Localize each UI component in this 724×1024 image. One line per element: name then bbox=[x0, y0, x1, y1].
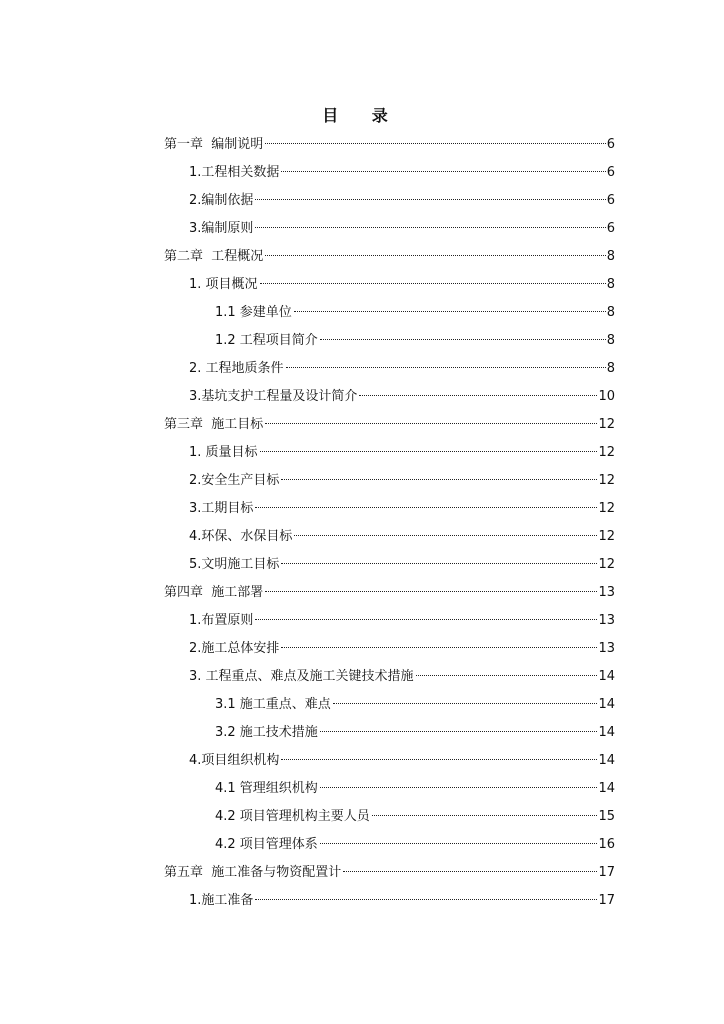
toc-entry-page-number: 12 bbox=[598, 417, 615, 432]
toc-entry[interactable] bbox=[215, 302, 615, 324]
toc-entry[interactable] bbox=[189, 274, 615, 296]
dot-leader bbox=[255, 899, 597, 900]
toc-entry[interactable] bbox=[189, 358, 615, 380]
toc-entry[interactable] bbox=[189, 890, 615, 912]
toc-entry-label: 3. 工程重点、难点及施工关键技术措施 bbox=[189, 669, 414, 684]
toc-entry-page-number: 16 bbox=[598, 837, 615, 852]
toc-entry-label: 4.1 管理组织机构 bbox=[215, 781, 318, 796]
toc-entry-page-number: 6 bbox=[606, 221, 615, 236]
dot-leader bbox=[281, 647, 597, 648]
toc-entry[interactable] bbox=[189, 526, 615, 548]
toc-entry[interactable] bbox=[189, 442, 615, 464]
dot-leader bbox=[294, 535, 597, 536]
dot-leader bbox=[265, 591, 597, 592]
toc-entry-label: 2.编制依据 bbox=[189, 193, 254, 208]
dot-leader bbox=[281, 563, 597, 564]
dot-leader bbox=[255, 227, 605, 228]
toc-entry-label: 1.施工准备 bbox=[189, 893, 254, 908]
toc-entry-label: 1.工程相关数据 bbox=[189, 165, 280, 180]
toc-entry[interactable] bbox=[215, 834, 615, 856]
dot-leader bbox=[343, 871, 597, 872]
toc-entry-label: 3.2 施工技术措施 bbox=[215, 725, 318, 740]
toc-entry[interactable] bbox=[189, 470, 615, 492]
toc-entry[interactable] bbox=[189, 750, 615, 772]
toc-entry-page-number: 14 bbox=[598, 753, 615, 768]
toc-entry-label: 4.环保、水保目标 bbox=[189, 529, 293, 544]
toc-entry[interactable] bbox=[215, 330, 615, 352]
toc-entry-page-number: 14 bbox=[598, 781, 615, 796]
toc-entry-label: 4.2 项目管理机构主要人员 bbox=[215, 809, 370, 824]
toc-entry-page-number: 17 bbox=[598, 865, 615, 880]
dot-leader bbox=[281, 171, 605, 172]
toc-entry[interactable] bbox=[164, 414, 615, 436]
dot-leader bbox=[359, 395, 597, 396]
toc-entry[interactable] bbox=[164, 862, 615, 884]
toc-entry[interactable] bbox=[189, 162, 615, 184]
toc-entry-page-number: 13 bbox=[598, 585, 615, 600]
toc-entry-page-number: 6 bbox=[606, 165, 615, 180]
toc-entry-label: 2. 工程地质条件 bbox=[189, 361, 284, 376]
toc-entry-page-number: 8 bbox=[606, 305, 615, 320]
dot-leader bbox=[265, 255, 605, 256]
toc-entry-page-number: 12 bbox=[598, 445, 615, 460]
toc-entry-page-number: 8 bbox=[606, 249, 615, 264]
toc-entry[interactable] bbox=[215, 722, 615, 744]
toc-entry-page-number: 6 bbox=[606, 193, 615, 208]
toc-entry-label: 第二章 工程概况 bbox=[164, 249, 264, 264]
dot-leader bbox=[333, 703, 598, 704]
toc-entry-page-number: 14 bbox=[598, 669, 615, 684]
toc-entry-page-number: 13 bbox=[598, 613, 615, 628]
dot-leader bbox=[416, 675, 598, 676]
toc-entry-label: 1. 项目概况 bbox=[189, 277, 258, 292]
dot-leader bbox=[372, 815, 598, 816]
toc-entry[interactable] bbox=[164, 246, 615, 268]
toc-entry-label: 第一章 编制说明 bbox=[164, 137, 264, 152]
toc-entry-label: 3.1 施工重点、难点 bbox=[215, 697, 331, 712]
toc-entry-label: 3.基坑支护工程量及设计简介 bbox=[189, 389, 358, 404]
toc-entry-page-number: 13 bbox=[598, 641, 615, 656]
dot-leader bbox=[320, 843, 598, 844]
toc-entry[interactable] bbox=[189, 554, 615, 576]
toc-entry-label: 第五章 施工准备与物资配置计 bbox=[164, 865, 342, 880]
toc-entry[interactable] bbox=[189, 610, 615, 632]
dot-leader bbox=[260, 451, 598, 452]
toc-entry-page-number: 12 bbox=[598, 529, 615, 544]
dot-leader bbox=[320, 339, 606, 340]
dot-leader bbox=[286, 367, 606, 368]
toc-entry-label: 1.2 工程项目简介 bbox=[215, 333, 318, 348]
dot-leader bbox=[265, 423, 597, 424]
dot-leader bbox=[255, 619, 597, 620]
dot-leader bbox=[320, 731, 598, 732]
toc-entry-label: 2.施工总体安排 bbox=[189, 641, 280, 656]
toc-entry-label: 1.1 参建单位 bbox=[215, 305, 292, 320]
toc-entry-label: 3.编制原则 bbox=[189, 221, 254, 236]
toc-entry[interactable] bbox=[215, 778, 615, 800]
toc-entry-page-number: 8 bbox=[606, 333, 615, 348]
toc-entry[interactable] bbox=[189, 190, 615, 212]
toc-entry-label: 2.安全生产目标 bbox=[189, 473, 280, 488]
toc-entry[interactable] bbox=[189, 386, 615, 408]
toc-entry-page-number: 10 bbox=[598, 389, 615, 404]
dot-leader bbox=[294, 311, 606, 312]
dot-leader bbox=[255, 507, 597, 508]
toc-entry-page-number: 12 bbox=[598, 557, 615, 572]
dot-leader bbox=[320, 787, 598, 788]
toc-entry-label: 5.文明施工目标 bbox=[189, 557, 280, 572]
toc-entry-page-number: 12 bbox=[598, 473, 615, 488]
toc-entry-label: 3.工期目标 bbox=[189, 501, 254, 516]
toc-entry-page-number: 8 bbox=[606, 277, 615, 292]
toc-entry-label: 1.布置原则 bbox=[189, 613, 254, 628]
dot-leader bbox=[260, 283, 606, 284]
toc-entry-page-number: 6 bbox=[606, 137, 615, 152]
toc-entry-page-number: 17 bbox=[598, 893, 615, 908]
dot-leader bbox=[281, 759, 597, 760]
toc-entry-page-number: 15 bbox=[598, 809, 615, 824]
toc-entry-page-number: 12 bbox=[598, 501, 615, 516]
toc-entry[interactable] bbox=[215, 806, 615, 828]
toc-entry-page-number: 8 bbox=[606, 361, 615, 376]
dot-leader bbox=[281, 479, 597, 480]
toc-entry-label: 1. 质量目标 bbox=[189, 445, 258, 460]
toc-entry-label: 第三章 施工目标 bbox=[164, 417, 264, 432]
toc-entry[interactable] bbox=[189, 638, 615, 660]
toc-entry[interactable] bbox=[215, 694, 615, 716]
toc-entry[interactable] bbox=[164, 582, 615, 604]
dot-leader bbox=[255, 199, 605, 200]
toc-entry[interactable] bbox=[164, 134, 615, 156]
toc-entry-page-number: 14 bbox=[598, 725, 615, 740]
toc-entry-label: 第四章 施工部署 bbox=[164, 585, 264, 600]
toc-entry[interactable] bbox=[189, 498, 615, 520]
toc-title: 目 录 bbox=[322, 106, 402, 125]
toc-entry[interactable] bbox=[189, 666, 615, 688]
toc-entry[interactable] bbox=[189, 218, 615, 240]
toc-entry-page-number: 14 bbox=[598, 697, 615, 712]
toc-entry-label: 4.项目组织机构 bbox=[189, 753, 280, 768]
dot-leader bbox=[265, 143, 605, 144]
toc-entry-label: 4.2 项目管理体系 bbox=[215, 837, 318, 852]
